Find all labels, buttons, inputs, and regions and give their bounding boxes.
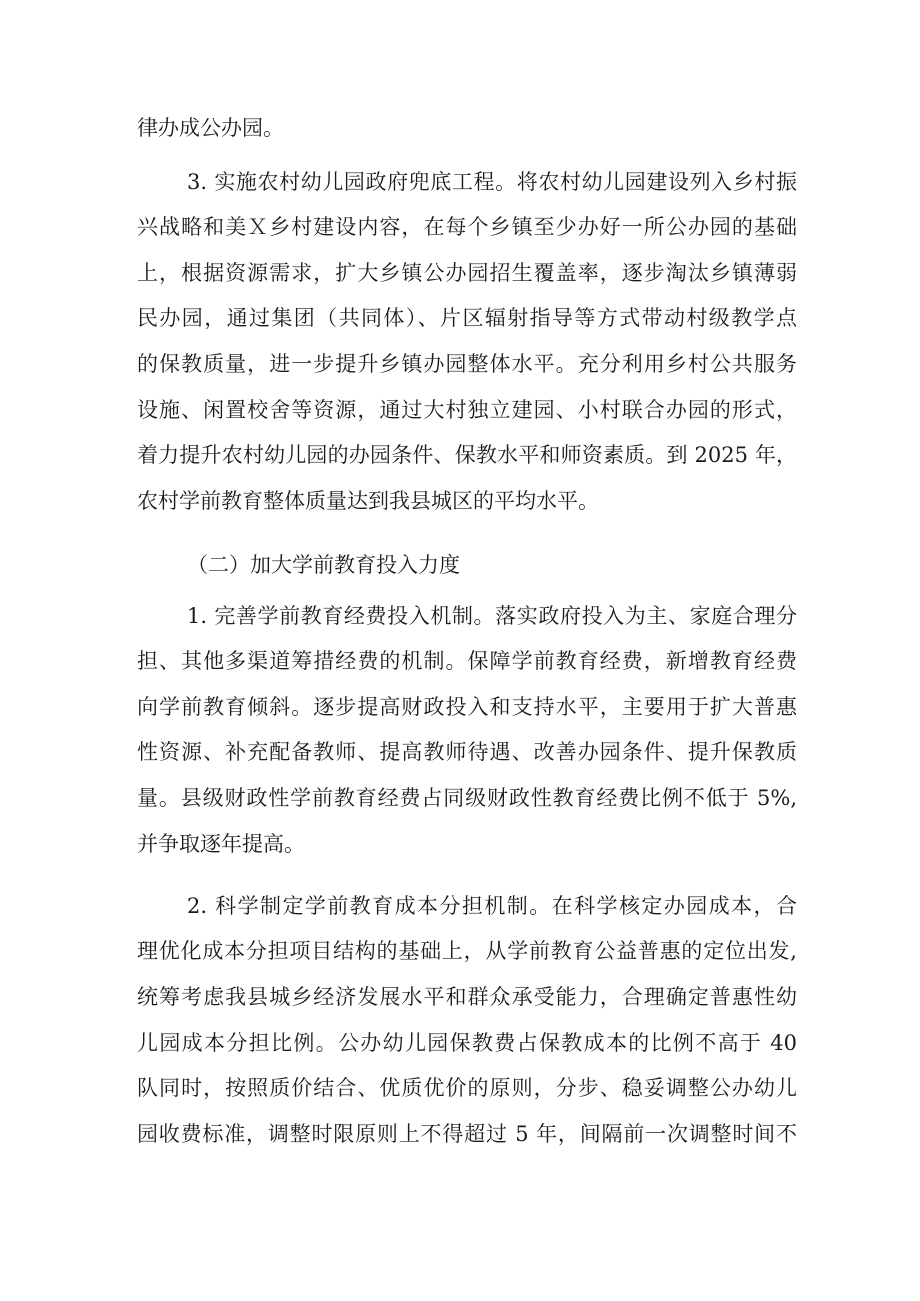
text-line: 兴战略和美Ｘ乡村建设内容，在每个乡镇至少办好一所公办园的基础 — [137, 215, 797, 239]
text-line: 并争取逐年提高。 — [137, 832, 305, 856]
text-line: 理优化成本分担项目结构的基础上，从学前教育公益普惠的定位出发, — [137, 939, 797, 963]
text-line: 的保教质量，进一步提升乡镇办园整体水平。充分利用乡村公共服务 — [137, 352, 797, 376]
text-line: 量。县级财政性学前教育经费占同级财政性教育经费比例不低于 5%, — [137, 786, 797, 810]
text-line: 1. 完善学前教育经费投入机制。落实政府投入为主、家庭合理分 — [187, 604, 797, 628]
text-line: 农村学前教育整体质量达到我县城区的平均水平。 — [137, 489, 599, 513]
text-line: 儿园成本分担比例。公办幼儿园保教费占保教成本的比例不高于 40 — [137, 1031, 797, 1055]
text-line: 律办成公办园。 — [137, 116, 284, 140]
text-line: 性资源、补充配备教师、提高教师待遇、改善办园条件、提升保教质 — [137, 740, 797, 764]
text-line: 统筹考虑我县城乡经济发展水平和群众承受能力，合理确定普惠性幼 — [137, 985, 797, 1009]
text-line: 3. 实施农村幼儿园政府兜底工程。将农村幼儿园建设列入乡村振 — [187, 170, 797, 194]
text-line: 上，根据资源需求，扩大乡镇公办园招生覆盖率，逐步淘汰乡镇薄弱 — [137, 261, 797, 285]
text-line: 民办园，通过集团（共同体）、片区辐射指导等方式带动村级教学点 — [137, 306, 797, 330]
text-line: 担、其他多渠道筹措经费的机制。保障学前教育经费，新增教育经费 — [137, 649, 797, 673]
text-line: 园收费标准，调整时限原则上不得超过 5 年，间隔前一次调整时间不 — [137, 1122, 797, 1146]
text-line: 着力提升农村幼儿园的办园条件、保教水平和师资素质。到 2025 年， — [137, 443, 797, 467]
text-line: 2. 科学制定学前教育成本分担机制。在科学核定办园成本，合 — [187, 894, 797, 918]
section-heading: （二）加大学前教育投入力度 — [187, 553, 460, 577]
text-line: 设施、闲置校舍等资源，通过大村独立建园、小村联合办园的形式， — [137, 398, 797, 422]
text-line: 队同时，按照质价结合、优质优价的原则，分步、稳妥调整公办幼儿 — [137, 1076, 797, 1100]
text-line: 向学前教育倾斜。逐步提高财政投入和支持水平，主要用于扩大普惠 — [137, 695, 797, 719]
